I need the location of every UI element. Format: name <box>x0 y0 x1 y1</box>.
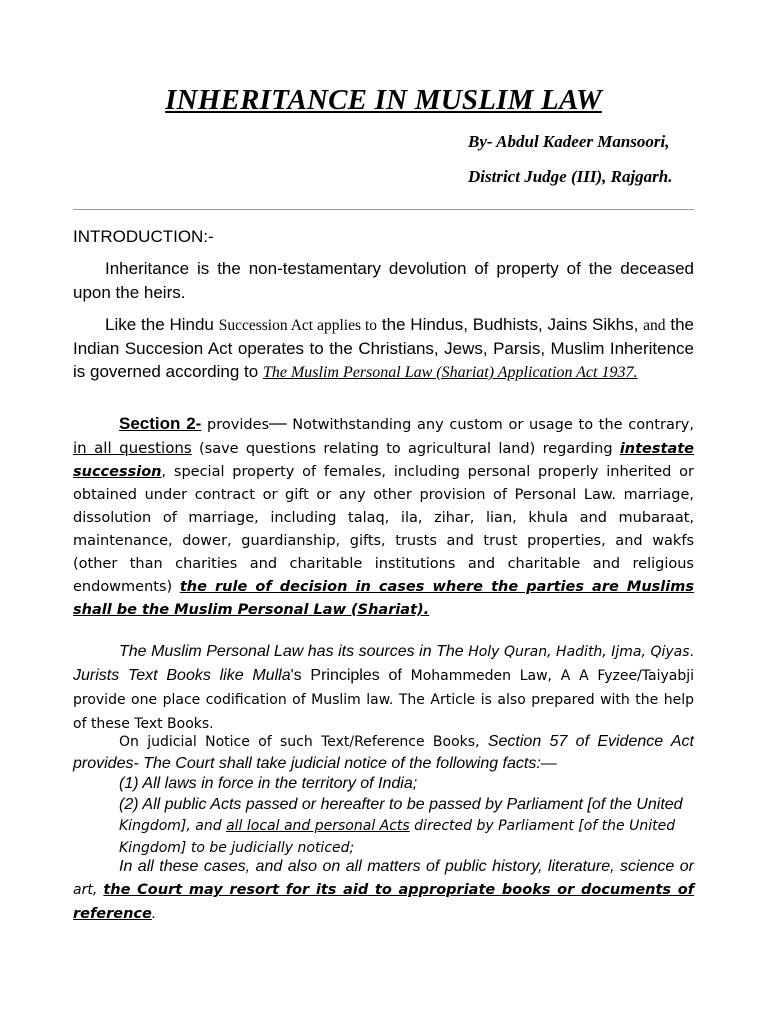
appropriate-books-phrase: the Court may resort for its aid to appropriate books or documents of reference <box>73 882 694 922</box>
p6-text-a: In all these cases, and also on all matters of public history, literature, science or <box>119 858 694 875</box>
author-position: District Judge (III), Rajgarh. <box>468 167 673 186</box>
paragraph-section-2 <box>73 412 694 622</box>
shariat-act-reference: The Muslim Personal Law (Shariat) Application Act 1937. <box>262 364 638 381</box>
p5-text-a: On judicial Notice of such Text/Reference Books, <box>119 734 488 750</box>
p2-text-c: the Hindus, Budhists, Jains Sikhs, <box>377 315 639 334</box>
section-57-reference: Section 57 of Evidence Act provides- The Court shall take judicial notice of the following facts:— <box>73 733 694 772</box>
p3-text-c: (save questions relating to agricultural land) regarding <box>191 441 620 457</box>
p2-text-b: Succession Act applies to <box>218 317 378 334</box>
paragraph-judicial-notice <box>73 731 694 774</box>
p6-text-e: . <box>151 905 157 922</box>
p4-text-d: Jurists Text Books like Mulla <box>73 667 291 684</box>
p4-text-a: The Muslim Personal Law has its sources in The <box>119 643 469 660</box>
local-personal-acts-phrase: all local and personal Acts <box>226 818 410 834</box>
p3-text-a: provides── Notwithstanding any custom or usage to the contrary, <box>201 417 694 433</box>
paragraph-inheritance-definition: Inheritance is the non-testamentary devolution of property of the deceased upon the heirs. <box>73 259 694 302</box>
p2-text-d: and <box>643 317 666 334</box>
intestate-succession-phrase: intestate succession <box>73 441 694 480</box>
author-line: By- Abdul Kadeer Mansoori, <box>468 132 670 151</box>
section-2-heading: Section 2- <box>119 414 202 433</box>
paragraph-sources-of-law <box>73 640 694 736</box>
item-2-text-d: directed by Parliament [of the United Kingdom] to be judicially noticed; <box>119 818 676 856</box>
p4-text-e: 's Principles of <box>290 667 411 684</box>
judicial-notice-item-1: (1) All laws in force in the territory of India; <box>119 775 418 792</box>
paragraph-succession-acts <box>73 313 694 384</box>
p3-text-e: , special property of females, including personal properly inherited or obtained under contract or gift or any other provision of Personal Law. marriage, dissolution of marriage, including talaq, ila, zihar, lian, khula and mubaraat, maintenance, dower, guardianship, gifts, trusts and trust properties, and wakfs (other than charities and charitable institutions and charitable and religious endowments) <box>73 464 694 595</box>
in-all-questions-phrase: in all questions <box>73 439 192 457</box>
item-2-text-a: (2) All public Acts passed or hereafter to be passed by Parliament [of the United <box>119 796 683 813</box>
rule-of-decision-phrase: the rule of decision in cases where the parties are Muslims shall be the Muslim Personal Law (Shariat). <box>73 579 694 618</box>
document-title: INHERITANCE IN MUSLIM LAW <box>165 84 602 116</box>
sources-list: Holy Quran, Hadith, Ijma, Qiyas <box>468 644 690 660</box>
paragraph-court-resort <box>73 855 694 926</box>
introduction-heading: INTRODUCTION:- <box>73 227 214 246</box>
p2-text-a: Like the Hindu <box>105 315 219 334</box>
p4-text-c: . <box>689 643 694 660</box>
judicial-notice-item-2 <box>119 794 694 859</box>
p4-text-f: Mohammeden Law, A A Fyzee/Taiyabji provide one place codification of Muslim law. The Article is also prepared with the help of these Text Books. <box>73 668 695 732</box>
horizontal-divider <box>73 209 694 210</box>
p2-text-e: the Indian Succesion Act operates to the Christians, Jews, Parsis, Muslim Inheritence is governed according to <box>73 315 695 381</box>
p6-text-b: art, <box>73 882 98 898</box>
item-2-text-b: Kingdom], and <box>119 818 227 834</box>
